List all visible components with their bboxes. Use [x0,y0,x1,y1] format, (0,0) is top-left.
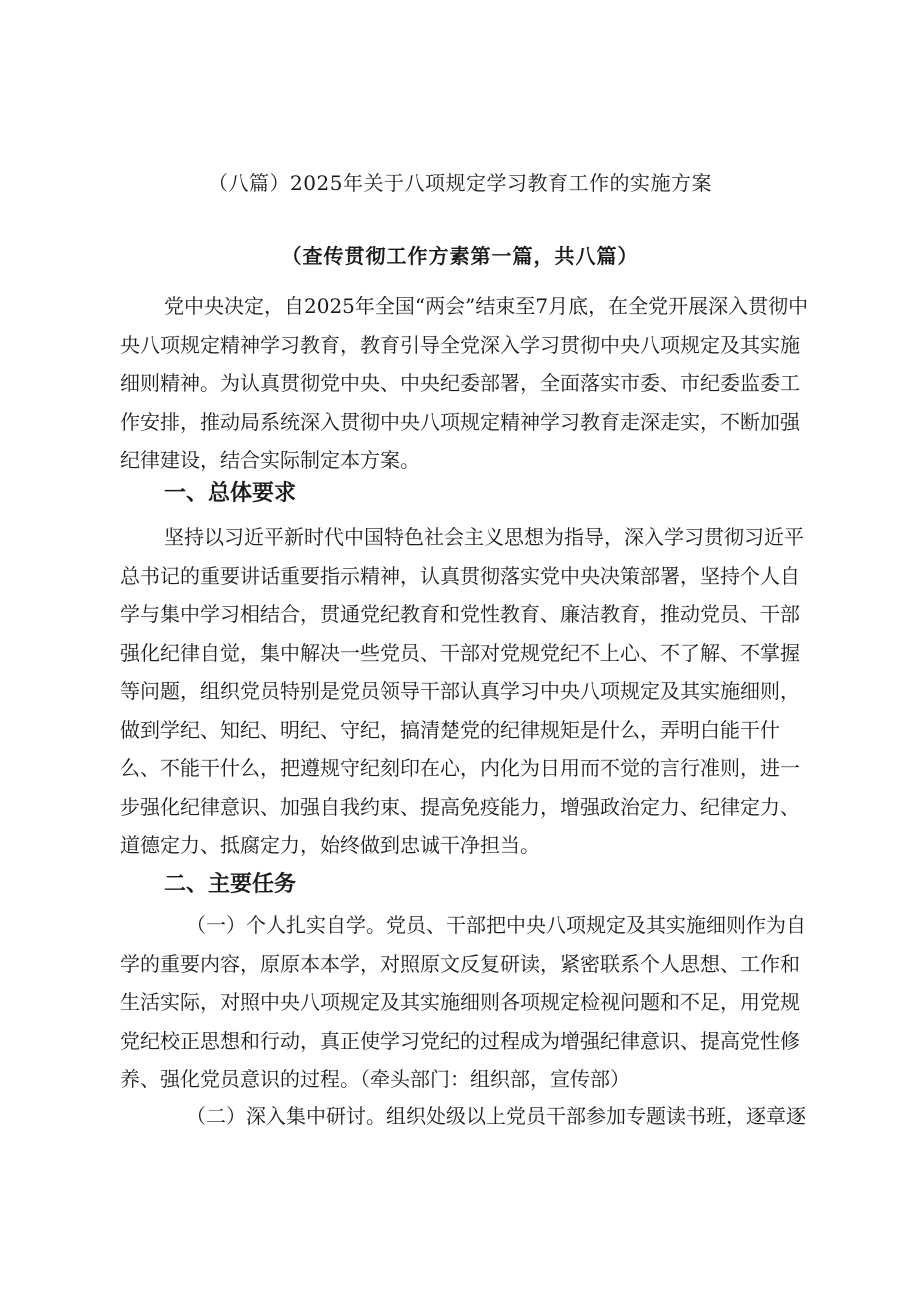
document-subtitle: （查传贯彻工作方素第一篇，共八篇） [281,244,639,268]
section-2-paragraph-group-study: （二）深入集中研讨。组织处级以上党员干部参加专题读书班，逐章逐 [186,1104,806,1128]
document-title: （八篇）2025年关于八项规定学习教育工作的实施方案 [208,171,712,195]
intro-paragraph: 党中央决定，自2025年全国“两会”结束至7月底，在全党开展深入贯彻中央八项规定精神学习教育，教育引导全党深入学习贯彻中央八项规定及其实施细则精神。为认真贯彻党中央、中央纪委部署，全面落实市委、市纪委监委工作安排，推动局系统深入贯彻中央八项规定精神学习教育走深走实，不断加强纪律建设，结合实际制定本方案。 [120,294,809,472]
section-2-paragraph-self-study: （一）个人扎实自学。党员、干部把中央八项规定及其实施细则作为自学的重要内容，原原本本学，对照原文反复研读，紧密联系个人思想、工作和生活实际，对照中央八项规定及其实施细则各项规定检视问题和不足，用党规党纪校正思想和行动，真正使学习党纪的过程成为增强纪律意识、提高党性修养、强化党员意识的过程。（牵头部门：组织部，宣传部） [120,913,806,1091]
section-1-paragraph: 坚持以习近平新时代中国特色社会主义思想为指导，深入学习贯彻习近平总书记的重要讲话重要指示精神，认真贯彻落实党中央决策部署，坚持个人自学与集中学习相结合，贯通党纪教育和党性教育、廉洁教育，推动党员、干部强化纪律自觉，集中解决一些党员、干部对党规党纪不上心、不了解、不掌握等问题，组织党员特别是党员领导干部认真学习中央八项规定及其实施细则，做到学纪、知纪、明纪、守纪，搞清楚党的纪律规矩是什么，弄明白能干什么、不能干什么，把遵规守纪刻印在心，内化为日用而不觉的言行准则，进一步强化纪律意识、加强自我约束、提高免疫能力，增强政治定力、纪律定力、道德定力、抵腐定力，始终做到忠诚干净担当。 [120,525,804,857]
section-heading-main-tasks: 二、主要任务 [164,872,297,897]
section-heading-overall-requirements: 一、总体要求 [164,481,297,506]
